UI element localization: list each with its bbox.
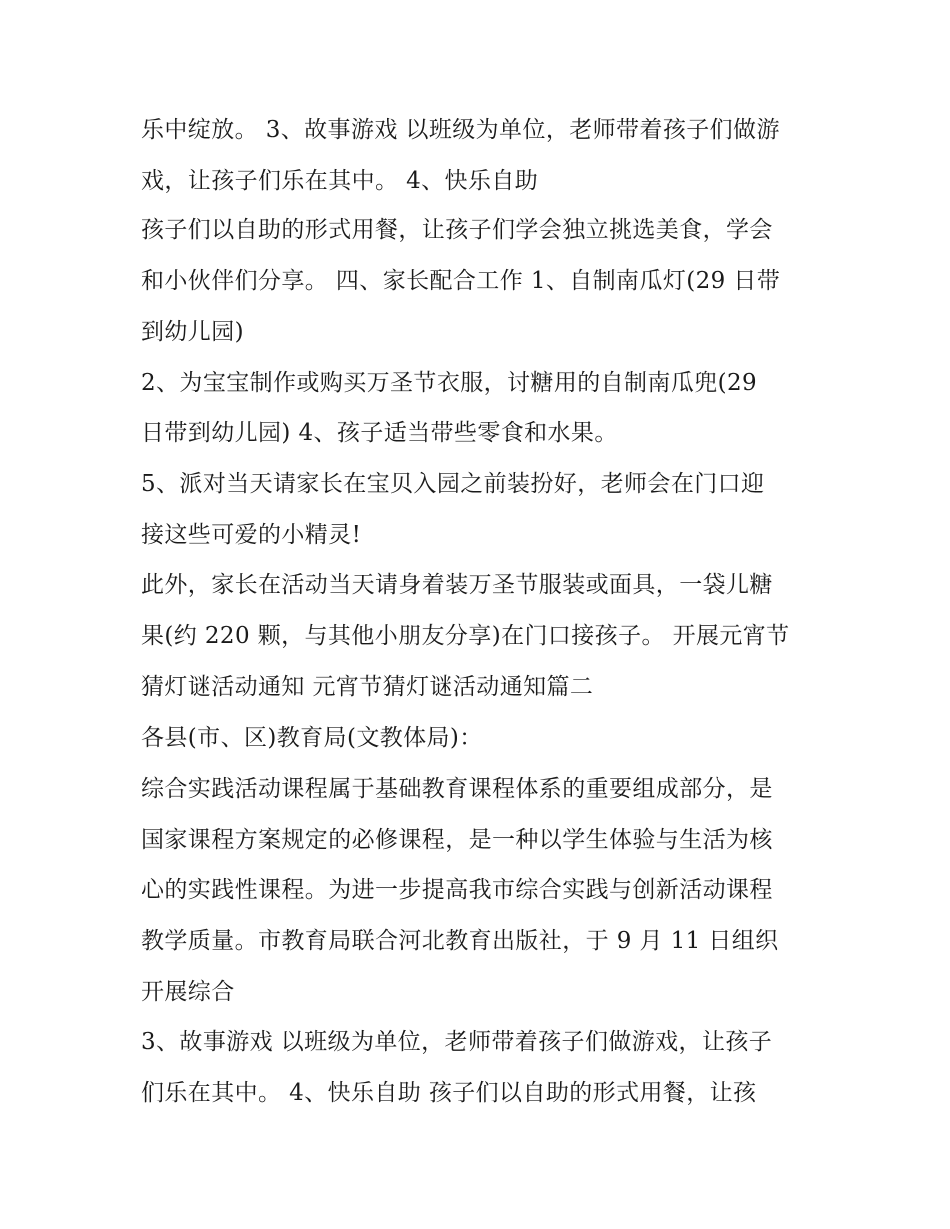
text-line: 5、派对当天请家长在宝贝入园之前装扮好，老师会在门口迎 (141, 471, 765, 497)
text-line: 戏，让孩子们乐在其中。 4、快乐自助 (141, 168, 539, 194)
text-line: 开展综合 (141, 979, 235, 1005)
text-line: 乐中绽放。 3、故事游戏 以班级为单位，老师带着孩子们做游 (141, 117, 780, 143)
text-line: 和小伙伴们分享。 四、家长配合工作 1、自制南瓜灯(29 日带 (141, 268, 781, 294)
text-line: 心的实践性课程。为进一步提高我市综合实践与创新活动课程 (141, 877, 773, 903)
text-line: 猜灯谜活动通知 元宵节猜灯谜活动通知篇二 (141, 674, 594, 700)
text-line: 教学质量。市教育局联合河北教育出版社，于 9 月 11 日组织 (141, 928, 779, 954)
text-line: 综合实践活动课程属于基础教育课程体系的重要组成部分，是 (141, 776, 773, 802)
text-line: 们乐在其中。 4、快乐自助 孩子们以自助的形式用餐，让孩 (141, 1080, 757, 1106)
text-line: 各县(市、区)教育局(文教体局)： (141, 725, 483, 751)
text-line: 此外，家长在活动当天请身着装万圣节服装或面具，一袋儿糖 (141, 572, 773, 598)
text-line: 2、为宝宝制作或购买万圣节衣服，讨糖用的自制南瓜兜(29 (141, 370, 758, 396)
text-line: 接这些可爱的小精灵! (141, 522, 362, 548)
text-line: 孩子们以自助的形式用餐，让孩子们学会独立挑选美食，学会 (141, 217, 773, 243)
text-line: 国家课程方案规定的必修课程，是一种以学生体验与生活为核 (141, 827, 773, 853)
text-line: 3、故事游戏 以班级为单位，老师带着孩子们做游戏，让孩子 (141, 1029, 773, 1055)
text-line: 到幼儿园) (141, 319, 244, 345)
text-line: 日带到幼儿园) 4、孩子适当带些零食和水果。 (141, 420, 618, 446)
text-line: 果(约 220 颗，与其他小朋友分享)在门口接孩子。 开展元宵节 (141, 623, 790, 649)
